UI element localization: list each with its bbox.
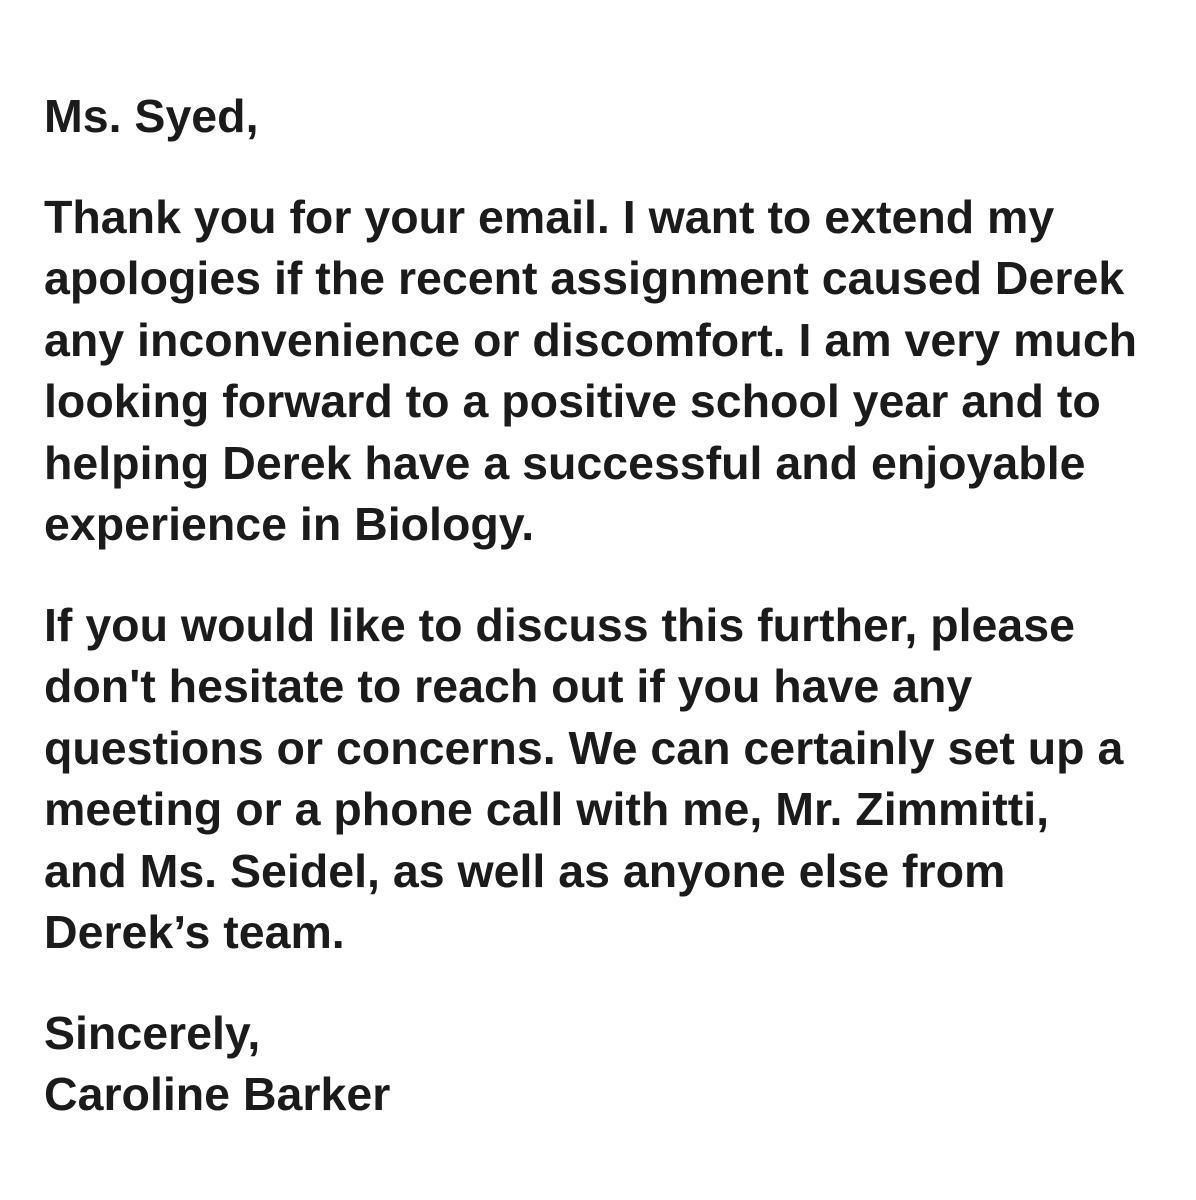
paragraph-1 (44, 187, 1137, 556)
paragraph-line: meeting or a phone call with me, Mr. Zimmitti, (44, 783, 1050, 835)
paragraph-line: any inconvenience or discomfort. I am very much (44, 313, 1138, 366)
salutation (44, 86, 1137, 148)
paragraph-line: don't hesitate to reach out if you have any (44, 660, 973, 712)
letter-body (44, 86, 1137, 1126)
paragraph-line: Thank you for your email. I want to extend my (44, 190, 1055, 243)
salutation-text: Ms. Syed, (44, 90, 259, 142)
sign-off (44, 1003, 1137, 1126)
paragraph-line: helping Derek have a successful and enjoyable (44, 436, 1086, 489)
paragraph-line: Derek’s team. (44, 906, 345, 958)
paragraph-line: questions or concerns. We can certainly set up a (44, 721, 1124, 774)
paragraph-2 (44, 595, 1137, 964)
paragraph-line: looking forward to a positive school year and to (44, 375, 1101, 427)
paragraph-line: apologies if the recent assignment caused Derek (44, 252, 1125, 304)
paragraph-line: experience in Biology. (44, 498, 535, 550)
closing-text: Sincerely, (44, 1006, 261, 1059)
signature-name: Caroline Barker (44, 1068, 391, 1120)
paragraph-line: If you would like to discuss this further, please (44, 598, 1075, 651)
paragraph-line: and Ms. Seidel, as well as anyone else from (44, 844, 1006, 897)
